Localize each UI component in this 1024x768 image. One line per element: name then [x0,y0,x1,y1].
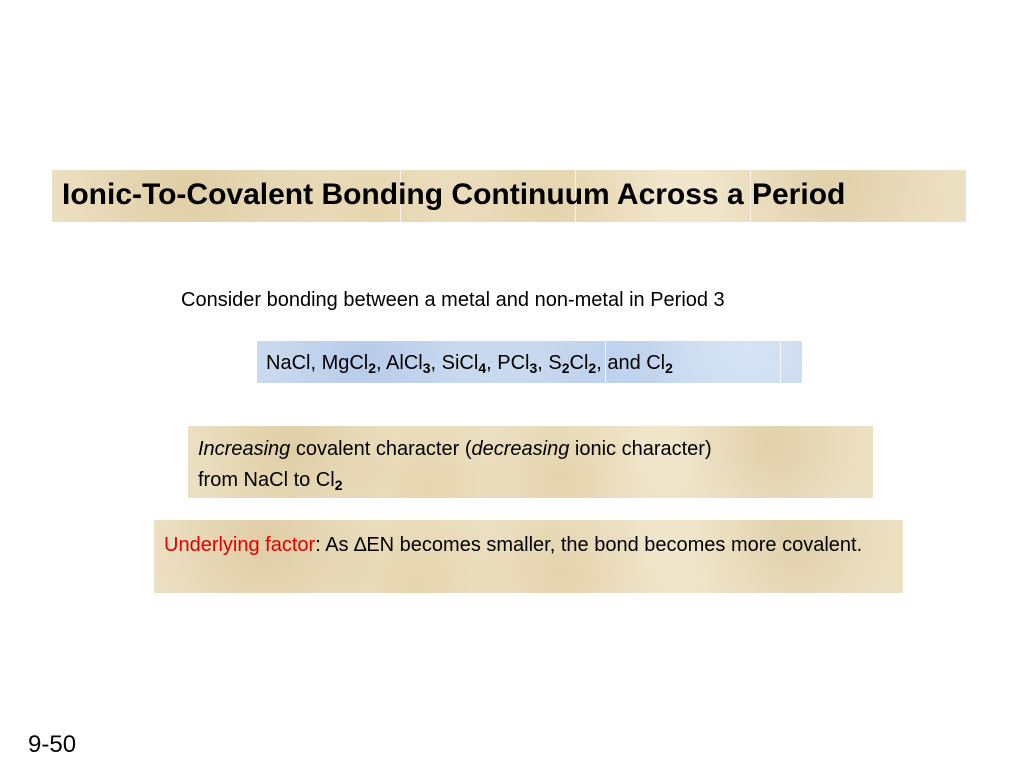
compound-text: , SiCl [430,352,479,374]
trend-statement [198,434,868,501]
factor-statement [164,529,899,561]
title-banner [52,170,966,222]
subscript: 2 [334,477,343,493]
subscript: 4 [478,360,487,376]
subscript: 2 [588,360,597,376]
compounds-list [266,352,673,376]
emphasis-decreasing: decreasing [471,438,570,460]
page-number: 9-50 [28,731,77,758]
factor-text-part: : As ∆EN becomes smaller, the bond becomes more covalent. [315,534,863,556]
compounds-box [257,341,802,383]
intro-text: Consider bonding between a metal and non-metal in Period 3 [181,289,725,311]
subscript: 3 [422,360,431,376]
underlying-factor-label: Underlying factor [164,534,316,556]
compound-text: Cl [569,352,589,374]
subscript: 2 [665,360,673,376]
compound-text: , PCl [486,352,530,374]
trend-text-part: covalent character ( [290,438,472,460]
compound-text: , AlCl [376,352,423,374]
subscript: 2 [561,360,570,376]
factor-box [154,520,903,593]
subscript: 2 [368,360,377,376]
compound-text: , S [537,352,562,374]
box-seam [780,341,781,383]
compound-text: , and Cl [596,352,666,374]
slide-title: Ionic-To-Covalent Bonding Continuum Across a Period [62,178,846,211]
emphasis-increasing: Increasing [198,438,291,460]
subscript: 3 [529,360,538,376]
compound-text: NaCl, MgCl [266,352,369,374]
trend-text-part: from NaCl to Cl [198,469,335,491]
trend-text-part: ionic character) [569,438,712,460]
trend-box [188,426,873,498]
